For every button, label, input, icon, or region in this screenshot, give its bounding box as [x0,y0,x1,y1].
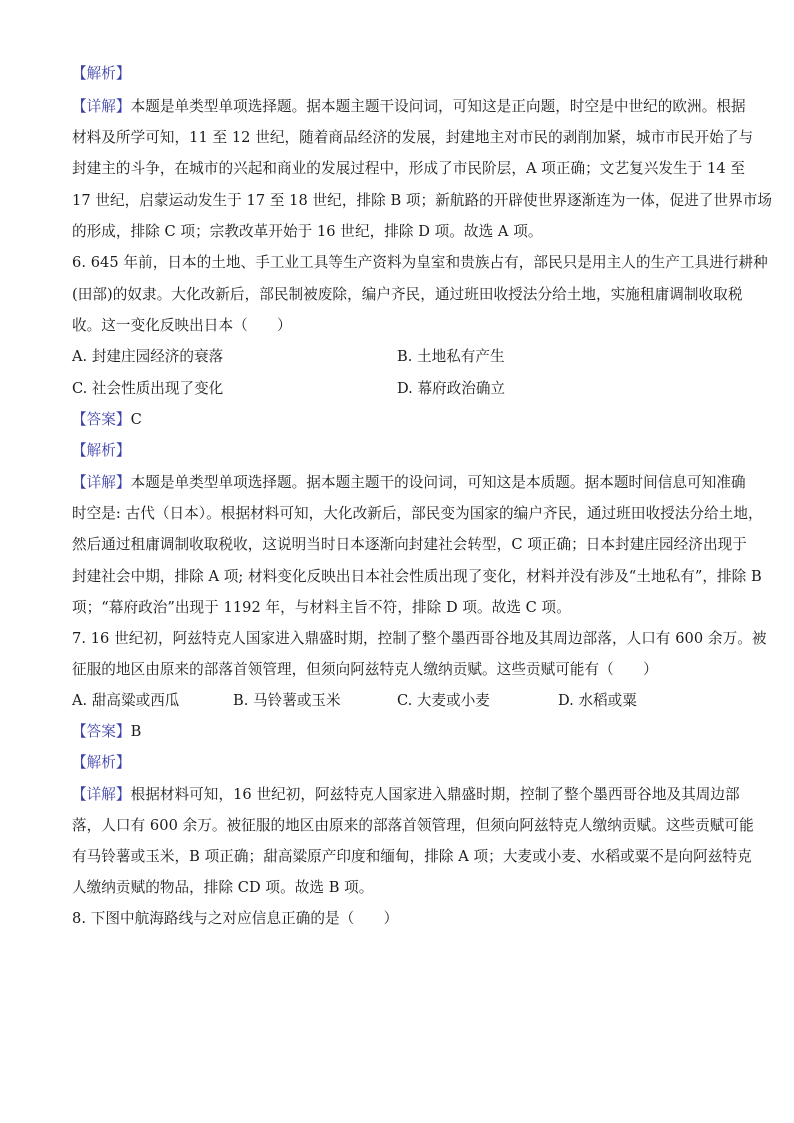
answer-tag: 【答案】 [72,411,131,428]
answer-line [72,722,724,742]
detail-line: 时空是: 古代（日本）。根据材料可知，大化改新后，部民变为国家的编户齐民，通过班田收授法分给土地， [72,505,763,522]
detail-tag: 【详解】 [72,474,131,491]
detail-text: 本题是单类型单项选择题。据本题主题干设问词，可知这是正向题，时空是中世纪的欧洲。根据 [130,98,746,115]
detail-line: 的形成，排除 C 项；宗教改革开始于 16 世纪，排除 D 项。故选 A 项。 [72,223,543,240]
detail-line: 然后通过租庸调制收取税收，这说明当时日本逐渐向封建社会转型，C 项正确；日本封建庄园经济出现于 [72,536,747,553]
option-c: C. 社会性质出现了变化 [72,380,224,397]
question-stem: 6. 645 年前，日本的土地、手工业工具等生产资料为皇室和贵族占有，部民只是用主人的生产工具进行耕种 [72,254,768,271]
option-c: C. 大麦或小麦 [397,692,490,709]
detail-line [72,785,740,805]
option-d: D. 幕府政治确立 [397,380,506,397]
detail-tag: 【详解】 [72,786,131,803]
answer-tag: 【答案】 [72,723,131,740]
detail-tag: 【详解】 [72,98,131,115]
answer-line [72,410,724,430]
question-stem: 收。这一变化反映出日本（ ） [72,317,292,334]
analysis-tag: 【解析】 [72,65,131,82]
option-a: A. 封建庄园经济的衰落 [72,348,224,365]
question-stem: 8. 下图中航海路线与之对应信息正确的是（ ） [72,910,399,927]
option-b: B. 土地私有产生 [397,348,505,365]
answer-value: B [130,723,142,740]
detail-line [72,97,746,117]
analysis-tag: 【解析】 [72,442,131,459]
option-a: A. 甜高粱或西瓜 [72,692,180,709]
detail-line: 封建社会中期，排除 A 项; 材料变化反映出日本社会性质出现了变化，材料并没有涉及“土地私有”，排除 B [72,568,762,585]
detail-line: 项；“幕府政治”出现于 1192 年，与材料主旨不符，排除 D 项。故选 C 项。 [72,599,571,616]
question-stem: (田部)的奴隶。大化改新后，部民制被废除，编户齐民，通过班田收授法分给土地，实施租庸调制收取税 [72,286,743,303]
detail-line: 人缴纳贡赋的物品，排除 CD 项。故选 B 项。 [72,879,374,896]
detail-line: 材料及所学可知，11 至 12 世纪，随着商品经济的发展，封建地主对市民的剥削加紧，城市市民开始了与 [72,129,754,146]
question-stem: 7. 16 世纪初，阿兹特克人国家进入鼎盛时期，控制了整个墨西哥谷地及其周边部落，人口有 600 余万。被 [72,630,767,647]
detail-text: 本题是单类型单项选择题。据本题主题干的设问词，可知这是本质题。据本题时间信息可知准确 [130,474,746,491]
analysis-tag: 【解析】 [72,754,131,771]
detail-line: 封建主的斗争，在城市的兴起和商业的发展过程中，形成了市民阶层，A 项正确；文艺复兴发生于 14 至 [72,160,746,177]
detail-line: 17 世纪，启蒙运动发生于 17 至 18 世纪，排除 B 项；新航路的开辟使世界逐渐连为一体，促进了世界市场 [72,192,773,209]
question-stem: 征服的地区由原来的部落首领管理，但须向阿兹特克人缴纳贡赋。这些贡赋可能有（ ） [72,661,658,678]
detail-line: 有马铃薯或玉米，B 项正确；甜高粱原产印度和缅甸，排除 A 项；大麦或小麦、水稻或粟不是向阿兹特克 [72,848,752,865]
detail-text: 根据材料可知，16 世纪初，阿兹特克人国家进入鼎盛时期，控制了整个墨西哥谷地及其周边部 [130,786,740,803]
detail-line: 落，人口有 600 余万。被征服的地区由原来的部落首领管理，但须向阿兹特克人缴纳贡赋。这些贡赋可能 [72,817,754,834]
option-b: B. 马铃薯或玉米 [233,692,341,709]
detail-line [72,473,746,493]
answer-value: C [130,411,142,428]
option-d: D. 水稻或粟 [558,692,637,709]
